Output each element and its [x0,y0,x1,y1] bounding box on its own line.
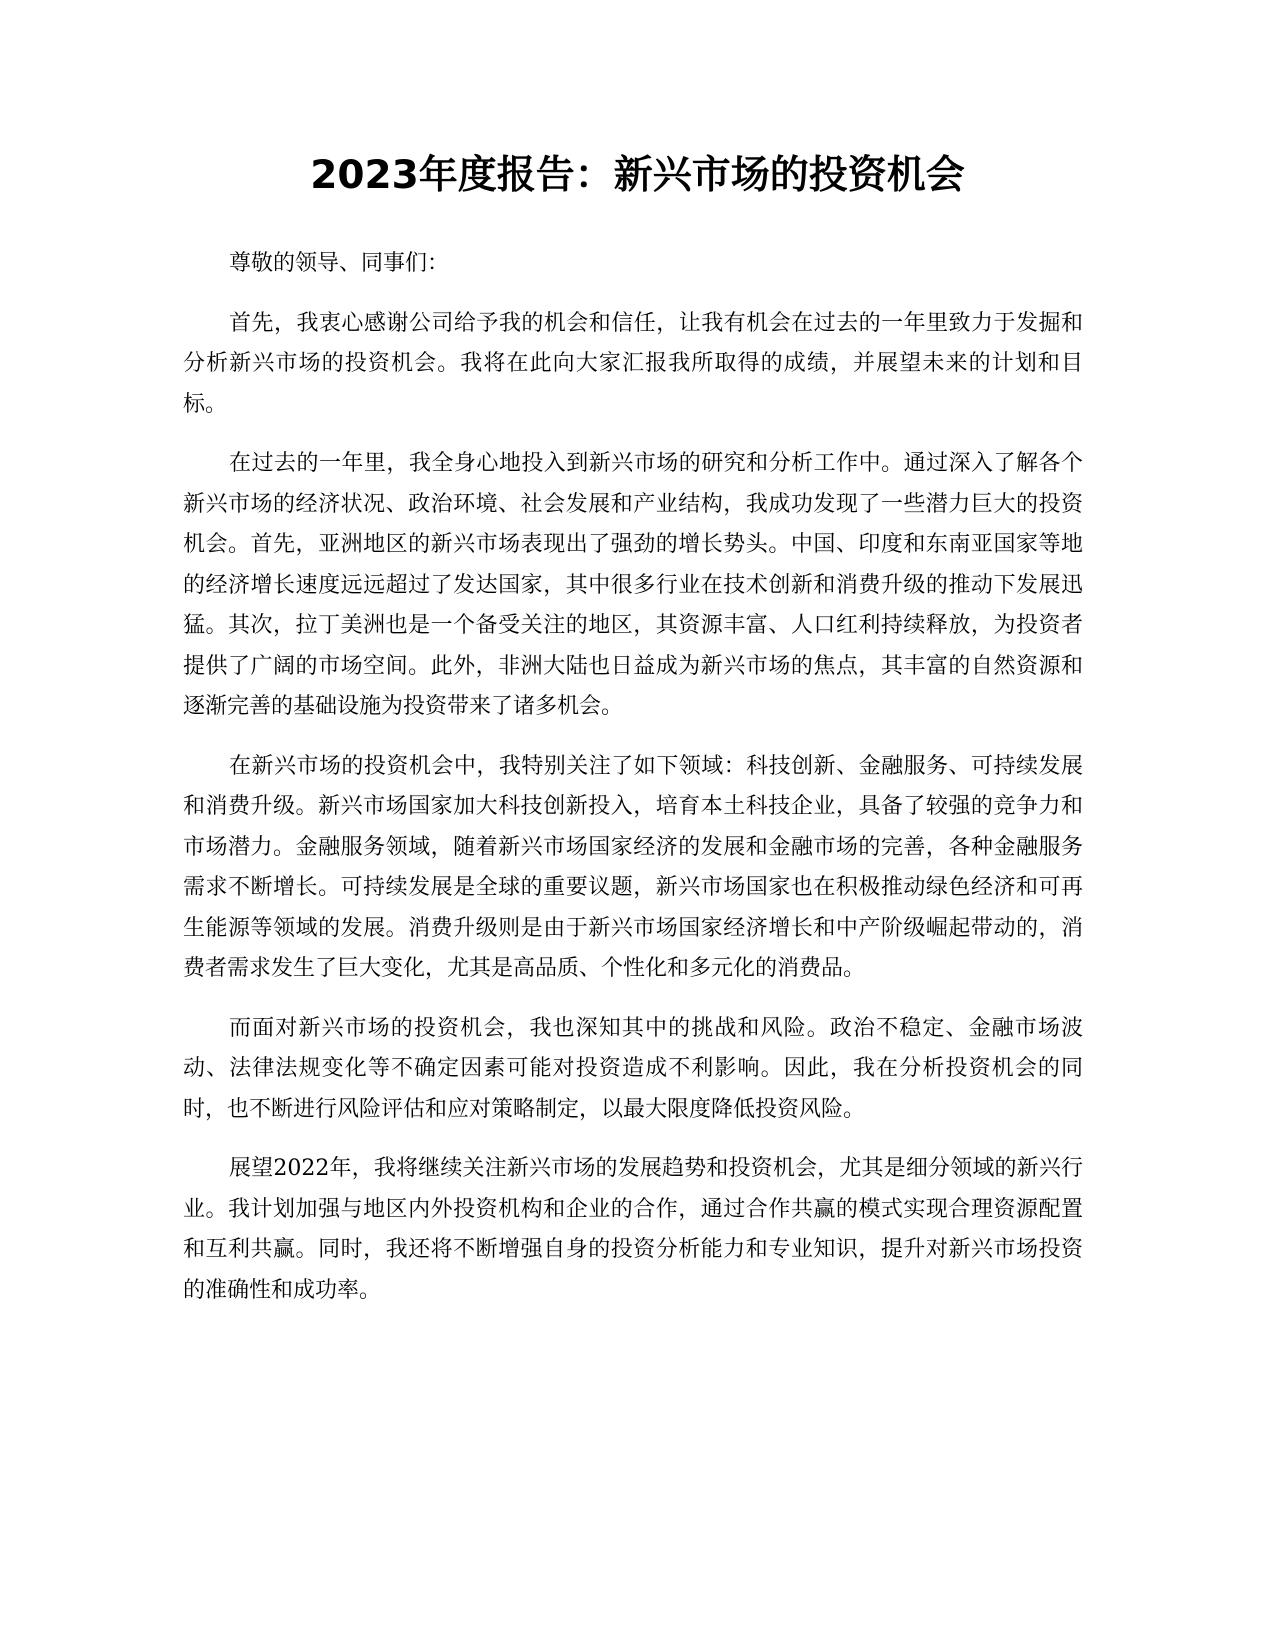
paragraph-focus-sectors: 在新兴市场的投资机会中，我特别关注了如下领域：科技创新、金融服务、可持续发展和消费升级。新兴市场国家加大科技创新投入，培育本土科技企业，具备了较强的竞争力和市场潜力。金融服务领域，随着新兴市场国家经济的发展和金融市场的完善，各种金融服务需求不断增长。可持续发展是全球的重要议题，新兴市场国家也在积极推动绿色经济和可再生能源等领域的发展。消费升级则是由于新兴市场国家经济增长和中产阶级崛起带动的，消费者需求发生了巨大变化，尤其是高品质、个性化和多元化的消费品。 [183,753,1083,981]
salutation: 尊敬的领导、同事们： [229,251,450,276]
paragraph-outlook: 展望2022年，我将继续关注新兴市场的发展趋势和投资机会，尤其是细分领域的新兴行业。我计划加强与地区内外投资机构和企业的合作，通过合作共赢的模式实现合理资源配置和互利共赢。同时，我还将不断增强自身的投资分析能力和专业知识，提升对新兴市场投资的准确性和成功率。 [183,1156,1083,1303]
paragraph-intro: 首先，我衷心感谢公司给予我的机会和信任，让我有机会在过去的一年里致力于发掘和分析新兴市场的投资机会。我将在此向大家汇报我所取得的成绩，并展望未来的计划和目标。 [183,310,1083,417]
document-body [183,244,1083,1330]
paragraph-regional-opportunities: 在过去的一年里，我全身心地投入到新兴市场的研究和分析工作中。通过深入了解各个新兴市场的经济状况、政治环境、社会发展和产业结构，我成功发现了一些潜力巨大的投资机会。首先，亚洲地区的新兴市场表现出了强劲的增长势头。中国、印度和东南亚国家等地的经济增长速度远远超过了发达国家，其中很多行业在技术创新和消费升级的推动下发展迅猛。其次，拉丁美洲也是一个备受关注的地区，其资源丰富、人口红利持续释放，为投资者提供了广阔的市场空间。此外，非洲大陆也日益成为新兴市场的焦点，其丰富的自然资源和逐渐完善的基础设施为投资带来了诸多机会。 [183,451,1083,719]
document-title: 2023年度报告：新兴市场的投资机会 [310,153,965,198]
paragraph-risks: 而面对新兴市场的投资机会，我也深知其中的挑战和风险。政治不稳定、金融市场波动、法律法规变化等不确定因素可能对投资造成不利影响。因此，我在分析投资机会的同时，也不断进行风险评估和应对策略制定，以最大限度降低投资风险。 [183,1015,1083,1122]
